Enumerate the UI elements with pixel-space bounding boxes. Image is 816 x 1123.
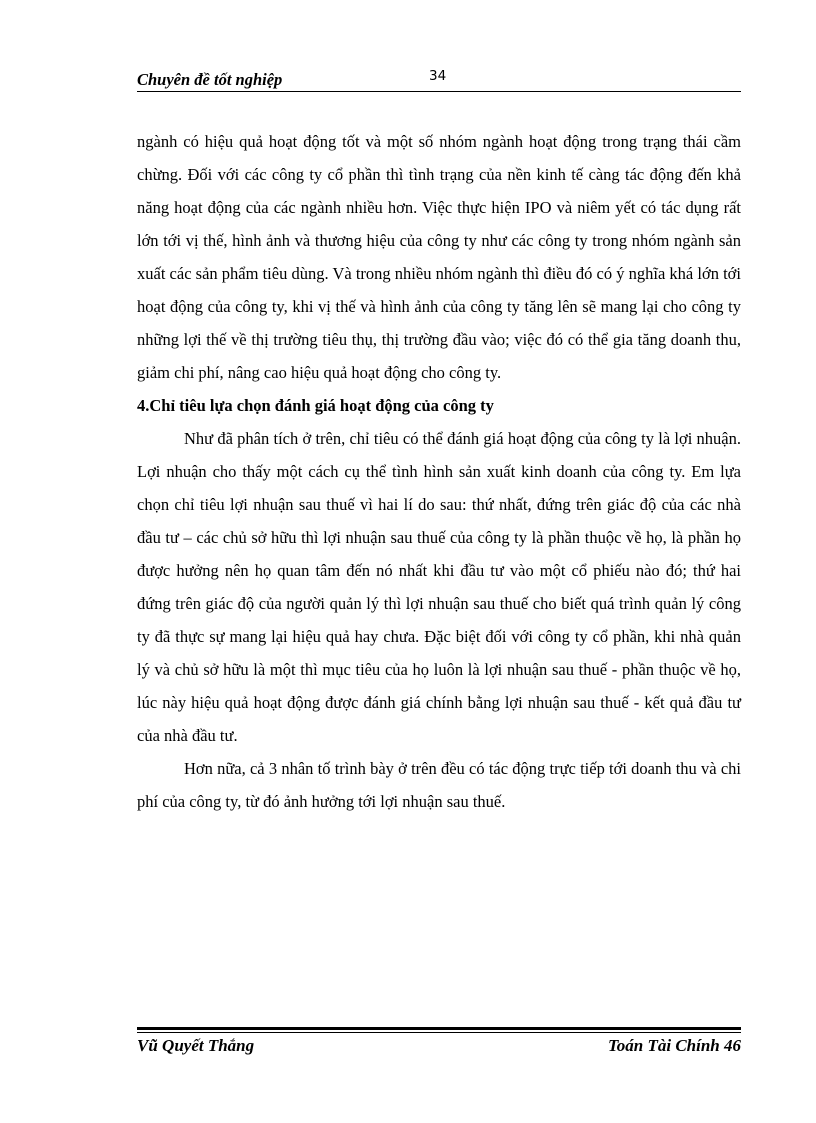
- footer-divider-thin: [137, 1032, 741, 1033]
- document-title: Chuyên đề tốt nghiệp: [137, 70, 283, 89]
- page-content: [137, 125, 741, 818]
- page-footer: [137, 1036, 741, 1060]
- body-paragraph-3: Hơn nữa, cả 3 nhân tố trình bày ở trên đều có tác động trực tiếp tới doanh thu và chi phí của công ty, từ đó ảnh hưởng tới lợi nhuận sau thuế.: [137, 759, 741, 811]
- footer-author: Vũ Quyết Thắng: [137, 1036, 255, 1055]
- page-header: [137, 66, 741, 94]
- body-paragraph-2: Như đã phân tích ở trên, chỉ tiêu có thể đánh giá hoạt động của công ty là lợi nhuận. Lợi nhuận cho thấy một cách cụ thể tình hình sản xuất kinh doanh của công ty. Em lựa chọn chỉ tiêu lợi nhuận sau thuế vì hai lí do sau: thứ nhất, đứng trên giác độ của các nhà đầu tư – các chủ sở hữu thì lợi nhuận sau thuế của công ty là phần thuộc về họ, là phần họ được hưởng nên họ quan tâm đến nó nhất khi đầu tư vào một cổ phiếu nào đó; thứ hai đứng trên giác độ của người quản lý thì lợi nhuận sau thuế cho biết quá trình quản lý công ty đã thực sự mang lại hiệu quả hay chưa. Đặc biệt đối với công ty cổ phần, khi nhà quản lý và chủ sở hữu là một thì mục tiêu của họ luôn là lợi nhuận sau thuế - phần thuộc về họ, lúc này hiệu quả hoạt động được đánh giá chính bằng lợi nhuận sau thuế - kết quả đầu tư của nhà đầu tư.: [137, 429, 741, 745]
- header-divider: [137, 91, 741, 92]
- footer-class-name: Toán Tài Chính 46: [607, 1036, 741, 1055]
- body-paragraph-1: ngành có hiệu quả hoạt động tốt và một số nhóm ngành hoạt động trong trạng thái cầm chừng. Đối với các công ty cổ phần thì tình trạng của nền kinh tế càng tác động đến khả năng hoạt động của các ngành nhiều hơn. Việc thực hiện IPO và niêm yết có tác dụng rất lớn tới vị thế, hình ảnh và thương hiệu của công ty như các công ty trong nhóm ngành sản xuất các sản phẩm tiêu dùng. Và trong nhiều nhóm ngành thì điều đó có ý nghĩa khá lớn tới hoạt động của công ty, khi vị thế và hình ảnh của công ty tăng lên sẽ mang lại cho công ty những lợi thế về thị trường tiêu thụ, thị trường đầu vào; việc đó có thể gia tăng doanh thu, giảm chi phí, nâng cao hiệu quả hoạt động cho công ty.: [137, 132, 741, 382]
- footer-divider-thick: [137, 1027, 741, 1030]
- page-number: 34: [429, 68, 447, 84]
- section-heading: 4.Chỉ tiêu lựa chọn đánh giá hoạt động của công ty: [137, 396, 494, 415]
